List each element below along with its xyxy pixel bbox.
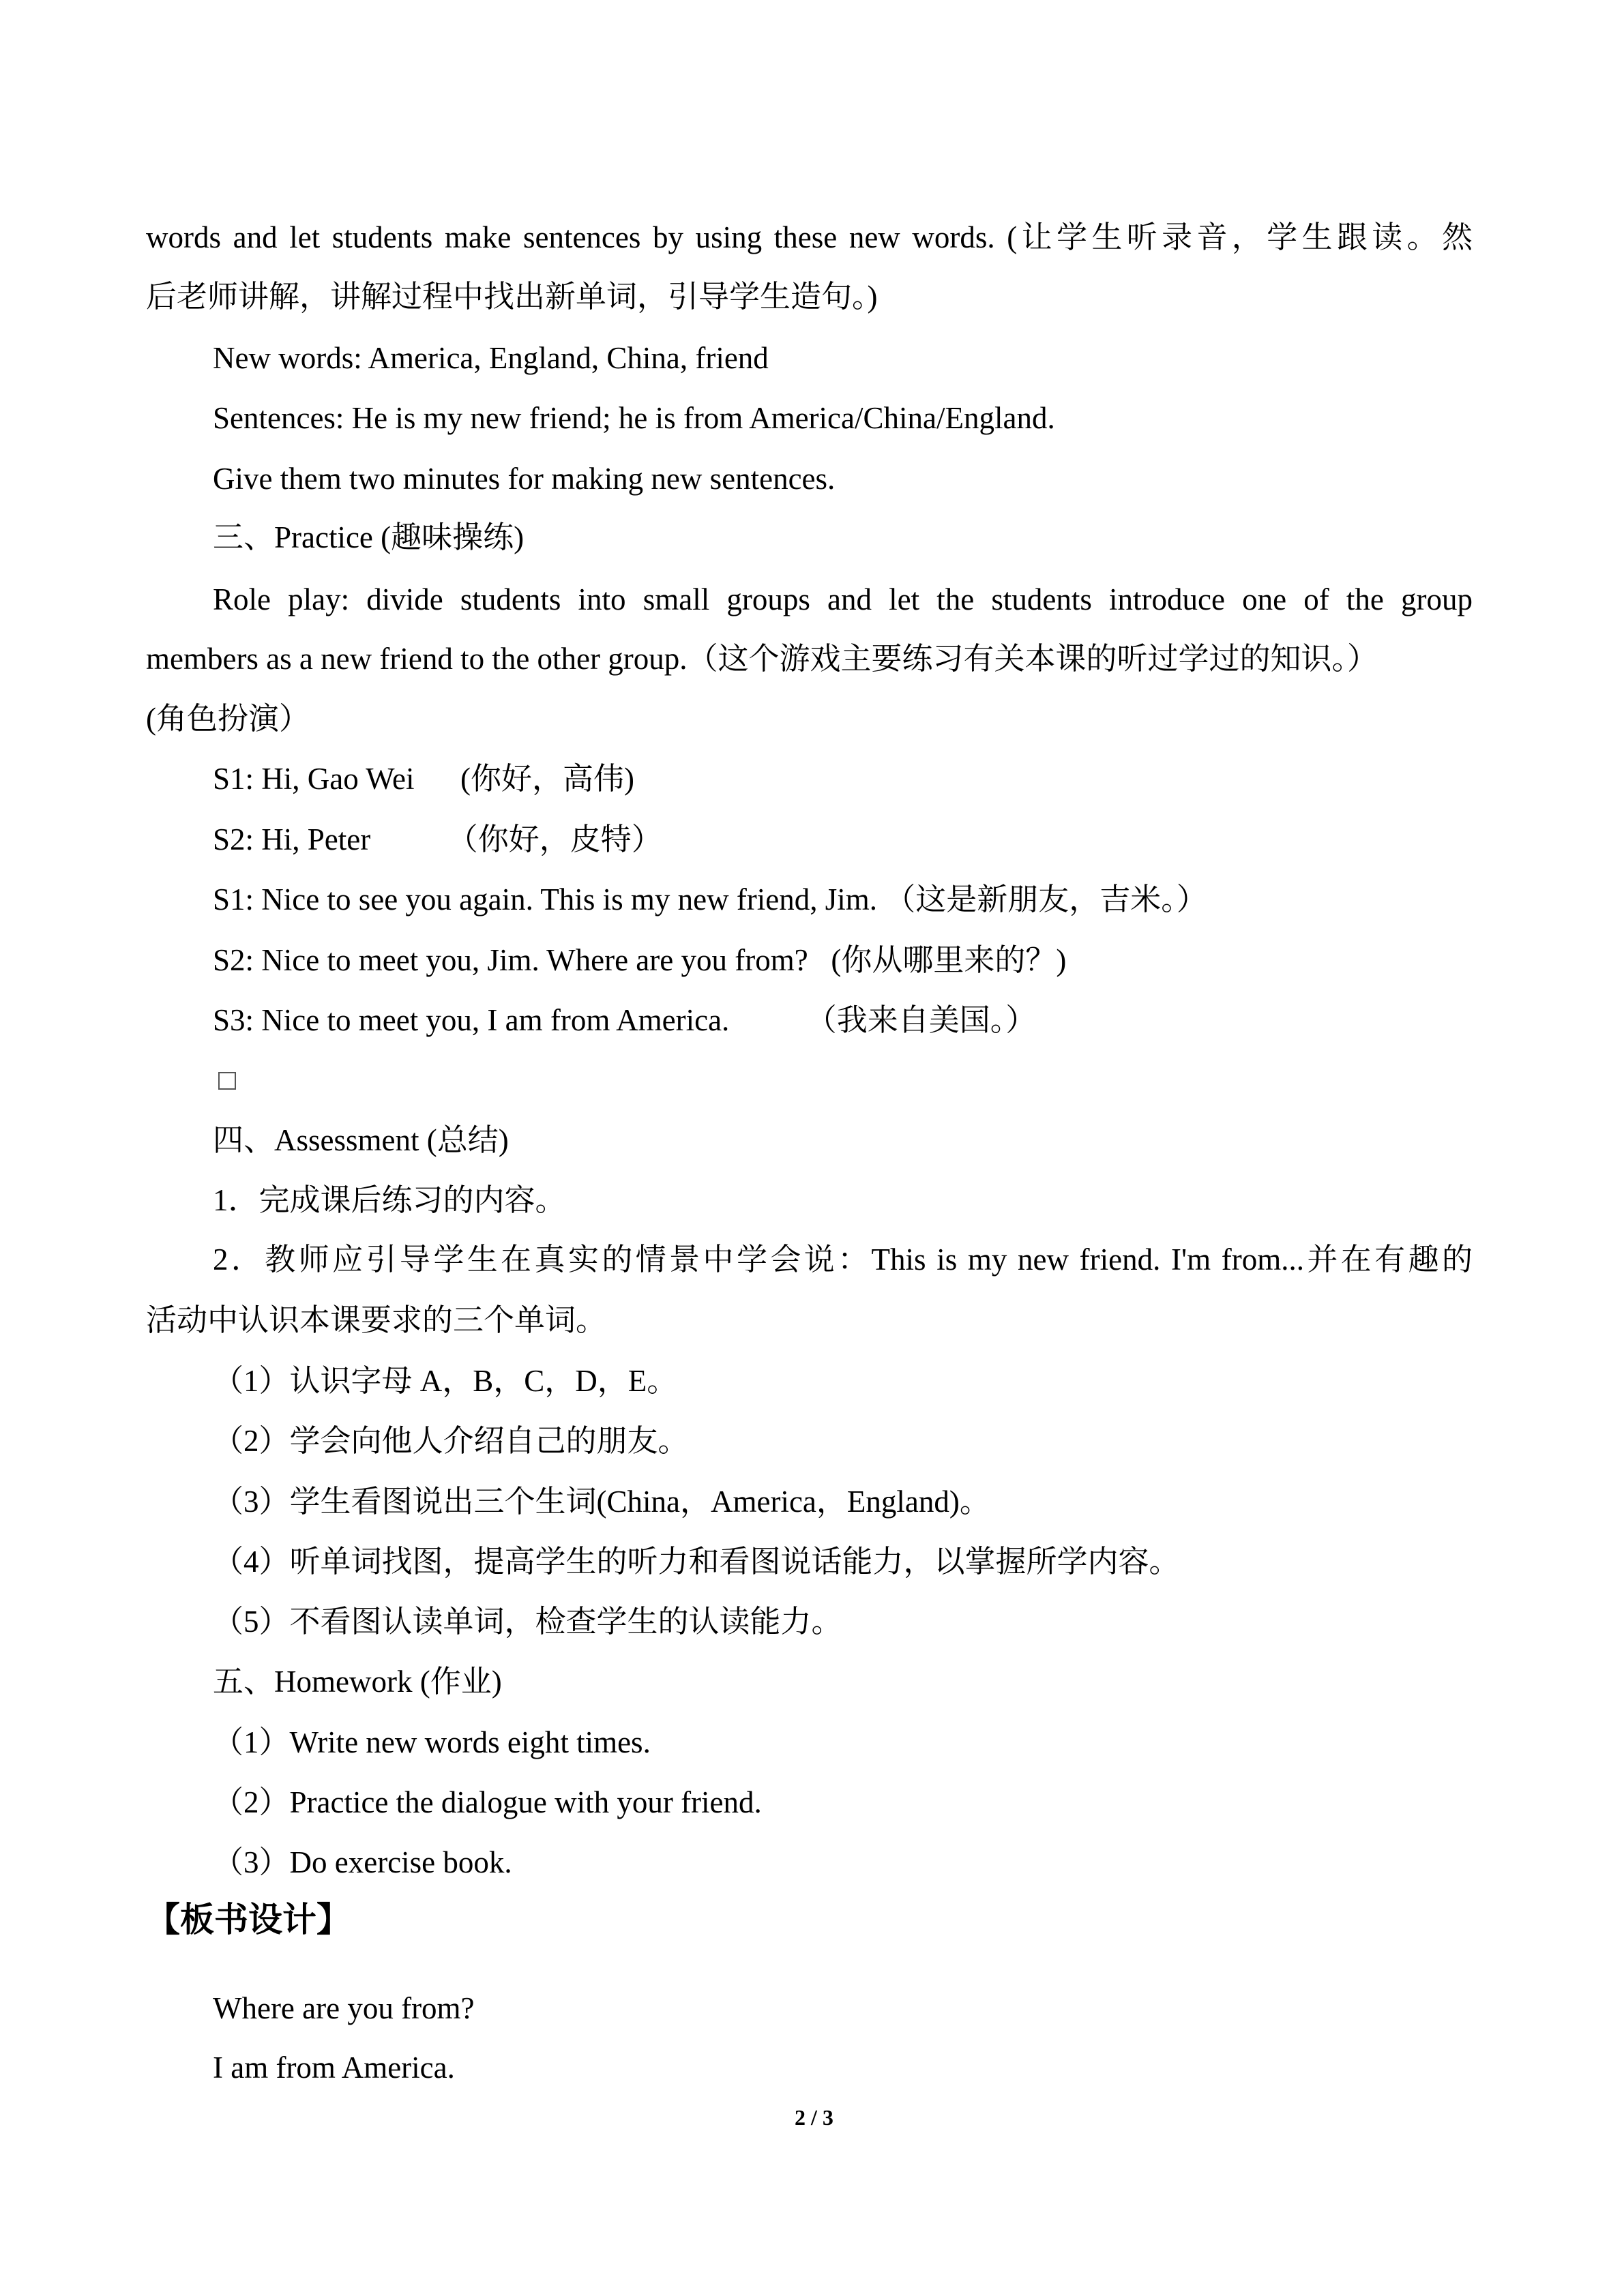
body-line: words and let students make sentences by using these new words. (让学生听录音，学生跟读。然	[146, 220, 1473, 254]
list-item: （5）不看图认读单词，检查学生的认读能力。	[213, 1605, 842, 1639]
dialogue-line: S3: Nice to meet you, I am from America. （我来自美国。）	[213, 1003, 1037, 1037]
body-line: (角色扮演）	[146, 702, 310, 736]
board-line: Where are you from?	[213, 1991, 475, 2025]
body-line: 后老师讲解，讲解过程中找出新单词，引导学生造句。)	[146, 280, 878, 314]
empty-checkbox-glyph	[218, 1072, 236, 1090]
dialogue-line: S2: Hi, Peter （你好，皮特）	[213, 822, 662, 856]
list-item: 1．完成课后练习的内容。	[213, 1183, 566, 1217]
section-heading: 三、Practice (趣味操练)	[213, 520, 525, 554]
list-item: 2．教师应引导学生在真实的情景中学会说：This is my new friend. I'm from...并在有趣的	[213, 1242, 1473, 1277]
board-line: I am from America.	[213, 2051, 455, 2085]
section-heading: 五、Homework (作业)	[213, 1665, 502, 1699]
dialogue-line: S1: Hi, Gao Wei (你好，高伟)	[213, 762, 635, 796]
new-words-line: New words: America, England, China, friend	[213, 341, 769, 375]
body-line: 活动中认识本课要求的三个单词。	[146, 1303, 607, 1337]
list-item: （3）学生看图说出三个生词(China，America，England)。	[213, 1485, 990, 1519]
board-design-heading: 【板书设计】	[146, 1900, 351, 1939]
page-number: 2 / 3	[795, 2105, 833, 2130]
body-line: members as a new friend to the other group.（这个游戏主要练习有关本课的听过学过的知识。）	[146, 642, 1378, 676]
list-item: （1）Write new words eight times.	[213, 1725, 651, 1759]
body-line: Give them two minutes for making new sentences.	[213, 462, 836, 496]
list-item: （2）Practice the dialogue with your friend.	[213, 1785, 762, 1819]
list-item: （1）认识字母 A，B，C，D，E。	[213, 1364, 678, 1398]
sentences-line: Sentences: He is my new friend; he is from America/China/England.	[213, 401, 1055, 435]
list-item: （2）学会向他人介绍自己的朋友。	[213, 1424, 689, 1458]
dialogue-line: S2: Nice to meet you, Jim. Where are you from? (你从哪里来的？)	[213, 943, 1067, 977]
body-line: Role play: divide students into small groups and let the students introduce one of the group	[213, 582, 1473, 616]
dialogue-line: S1: Nice to see you again. This is my new friend, Jim. （这是新朋友，吉米。）	[213, 882, 1207, 916]
list-item: （4）听单词找图，提高学生的听力和看图说话能力，以掌握所学内容。	[213, 1545, 1180, 1579]
section-heading: 四、Assessment (总结)	[213, 1123, 509, 1157]
list-item: （3）Do exercise book.	[213, 1845, 512, 1879]
